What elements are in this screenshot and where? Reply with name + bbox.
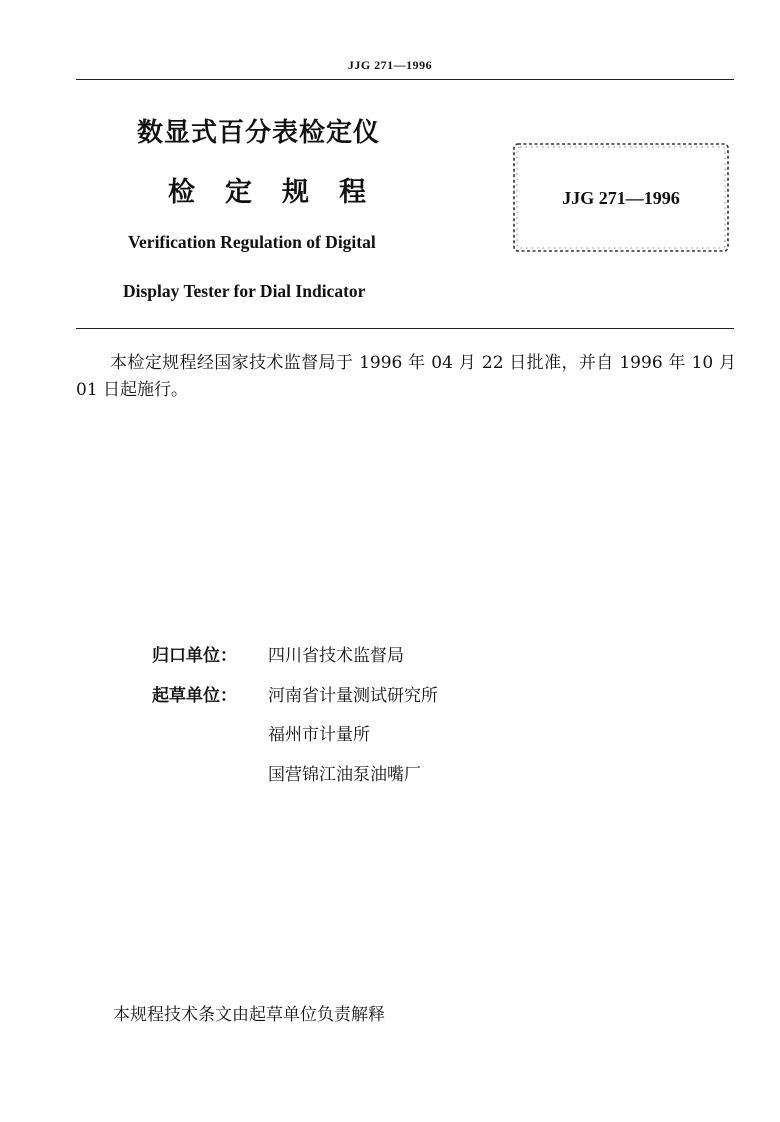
- section-rule: [76, 328, 734, 329]
- approval-statement: 本检定规程经国家技术监督局于 1996 年 04 月 22 日批准，并自 1996 年 10 月 01 日起施行。: [76, 353, 736, 400]
- responsible-unit-label: 归口单位：: [152, 646, 237, 666]
- standard-code-box: [510, 140, 732, 255]
- document-title-english-line1: Verification Regulation of Digital: [128, 232, 376, 252]
- document-subtitle-chinese: 检定规程: [168, 177, 396, 208]
- responsible-unit-value: 四川省技术监督局: [268, 646, 404, 666]
- interpretation-note: 本规程技术条文由起草单位负责解释: [113, 1005, 385, 1025]
- document-title-english-line2: Display Tester for Dial Indicator: [123, 281, 366, 301]
- document-title-chinese: 数显式百分表检定仪: [137, 118, 381, 148]
- drafting-unit-2: 福州市计量所: [268, 725, 370, 745]
- header-standard-code: JJG 271—1996: [347, 58, 433, 72]
- drafting-unit-3: 国营锦江油泵油嘴厂: [268, 765, 421, 785]
- standard-code: JJG 271—1996: [562, 188, 680, 208]
- drafting-unit-label: 起草单位：: [152, 686, 237, 706]
- drafting-unit-1: 河南省计量测试研究所: [268, 686, 438, 706]
- header-rule: [76, 79, 734, 80]
